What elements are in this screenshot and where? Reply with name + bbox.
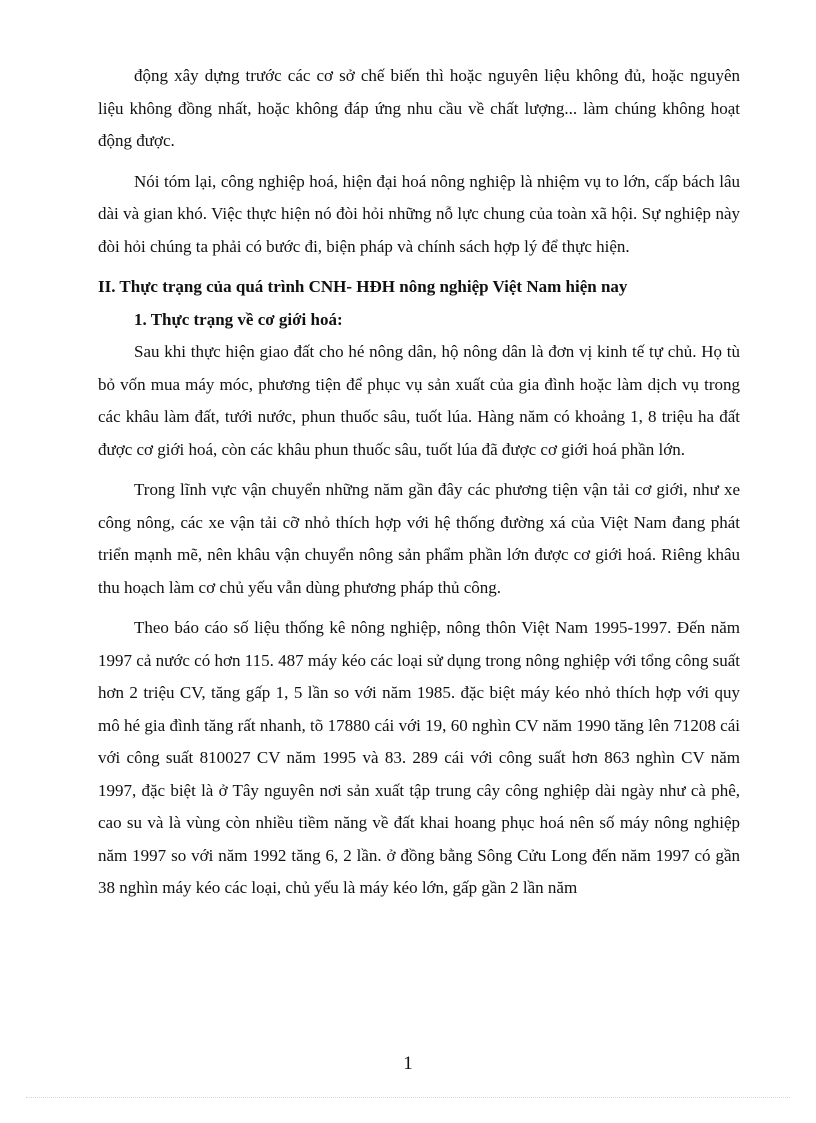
document-body	[98, 60, 740, 905]
paragraph-3: Sau khi thực hiện giao đất cho hé nông dân, hộ nông dân là đơn vị kinh tế tự chủ. Họ tù bỏ vốn mua máy móc, phương tiện để phục vụ sản xuất của gia đình hoặc làm dịch vụ trong các khâu làm đất, tưới nước, phun thuốc sâu, tuốt lúa. Hàng năm có khoảng 1, 8 triệu ha đất được cơ giới hoá, còn các khâu phun thuốc sâu, tuốt lúa đã được cơ giới hoá phần lớn.	[98, 342, 740, 459]
paragraph-2: Nói tóm lại, công nghiệp hoá, hiện đại hoá nông nghiệp là nhiệm vụ to lớn, cấp bách lâu dài và gian khó. Việc thực hiện nó đòi hỏi những nỗ lực chung của toàn xã hội. Sự nghiệp này đòi hỏi chúng ta phải có bước đi, biện pháp và chính sách hợp lý để thực hiện.	[98, 171, 740, 256]
paragraph-1: động xây dựng trước các cơ sở chế biến thì hoặc nguyên liệu không đủ, hoặc nguyên liệu không đồng nhất, hoặc không đáp ứng nhu cầu về chất lượng... làm chúng không hoạt động được.	[98, 66, 740, 150]
paragraph-4: Trong lĩnh vực vận chuyển những năm gần đây các phương tiện vận tải cơ giới, như xe công nông, các xe vận tải cỡ nhỏ thích hợp với hệ thống đường xá của Việt Nam đang phát triển mạnh mẽ, nên khâu vận chuyển nông sản phẩm phần lớn được cơ giới hoá. Riêng khâu thu hoạch làm cơ chủ yếu vẫn dùng phương pháp thủ công.	[98, 480, 740, 597]
page-bottom-divider	[26, 1097, 790, 1098]
paragraph-5: Theo báo cáo số liệu thống kê nông nghiệp, nông thôn Việt Nam 1995-1997. Đến năm 1997 cả nước có hơn 115. 487 máy kéo các loại sử dụng trong nông nghiệp với tổng công suất hơn 2 triệu CV, tăng gấp 1, 5 lần so với năm 1985. đặc biệt máy kéo nhỏ thích hợp với quy mô hé gia đình tăng rất nhanh, tõ 17880 cái với 19, 60 nghìn CV năm 1990 tăng lên 71208 cái với công suất 810027 CV năm 1995 và 83. 289 cái với công suất hơn 863 nghìn CV năm 1997, đặc biệt là ở Tây nguyên nơi sản xuất tập trung cây công nghiệp dài ngày như cà phê, cao su và là vùng còn nhiều tiềm năng về đất khai hoang phục hoá nên số máy nông nghiệp năm 1997 so với năm 1992 tăng 6, 2 lần. ở đồng bằng Sông Cửu Long đến năm 1997 có gần 38 nghìn máy kéo các loại, chủ yếu là máy kéo lớn, gấp gần 2 lần năm	[98, 618, 740, 897]
section-heading: II. Thực trạng của quá trình CNH- HĐH nông nghiệp Việt Nam hiện nay	[98, 277, 628, 296]
subsection-heading: 1. Thực trạng về cơ giới hoá:	[134, 309, 343, 329]
page-number: 1	[403, 1053, 413, 1074]
